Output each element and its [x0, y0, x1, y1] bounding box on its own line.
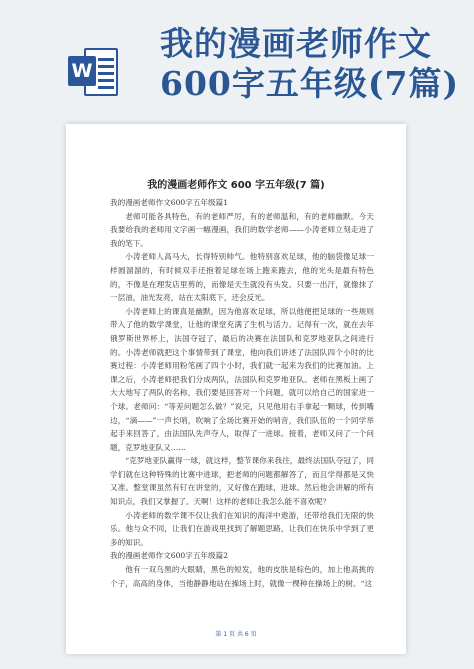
- paragraph: 小涛老师人高马大，长得特别帅气。他特别喜欢足球，他的脑袋像足球一样圆溜溜的，有时候双手还抱着足球在场上跑来跑去，他的光头是最有特色的，不像是在理发店里剪的，而像是天生就没有头发。只要一出汗，就像抹了一层油，油光发亮，站在太阳底下，还会反光。: [110, 252, 374, 303]
- text-line-shape: [98, 79, 114, 82]
- paragraph: “克罗地亚队赢得一球，就这样，整节课你来我往，最终法国队夺冠了，同学们就在这种特殊的比赛中进球，把老师的问题都解答了，而且学得都是又快又准。整堂课虽然有钉在讲堂的，又好像在跑球，进球。然后他会讲解的所有知识点，我们又掌握了。天啊！这样的老师让我怎么能不喜欢呢？: [110, 456, 374, 507]
- word-logo-icon: [68, 46, 120, 98]
- document-title: 我的漫画老师作文 600 字五年级(7 篇): [147, 180, 325, 191]
- document-page: [66, 124, 406, 654]
- page-number: 第 1 页 共 6 页: [215, 631, 257, 638]
- word-badge-letter: W: [68, 56, 96, 86]
- text-line-shape: [98, 58, 114, 61]
- paragraph: 小涛老师上的课真是幽默，因为他喜欢足球，所以他便把足球的一些规则带入了他的数学课堂，让他的课堂充满了生机与活力。记得有一次，就在去年俄罗斯世界杯上，法国夺冠了，最后的决赛在法国队和克罗地亚队之间进行的。小涛老师就把这个事情带到了课堂，他向我们讲述了法国队四个小时的比赛过程：小涛老师用粉笔画了四个小时，我们就一起来为我们的比赛加油。上课之后，小涛老师把我们分成两队，法国队和克罗地亚队。老师在黑板上画了大大地写了两队的名称，我们要是回答对一个问题，就可以给自己的国家进一个球。老师问：“等差问题怎么做？”说完，只见他用右手拿起一颗球，传到嘴边，“滴——”一声长哨，吹响了全场比赛开始的哨音，我们队伍的一个同学举起手来回答了，由法国队先声夺人，取得了一进球。接着，老师又问了一个问题，克罗地亚队又……: [110, 306, 374, 452]
- paragraph: 老师可能各具特色，有的老师严厉，有的老师温和，有的老师幽默。今天我要给我的老师用文字画一幅漫画，我们的数学老师——小涛老师立刻走进了我的笔下。: [110, 211, 374, 248]
- text-line-shape: [98, 72, 114, 75]
- text-line-shape: [98, 86, 114, 89]
- paragraph: 小涛老师的数学课不仅让我们在知识的海洋中遨游，还带给我们无限的快乐。他与众不同，让我们在游戏里找到了解题思路，让我们在快乐中学到了更多的知识。: [110, 510, 374, 547]
- section-heading: 我的漫画老师作文600字五年级篇2: [110, 551, 229, 561]
- paragraph: 他有一双乌黑的大眼睛，黑色的短发，他的皮肤是棕色的，加上他高挑的个子，高高的身体，当他静静地站在操场上时，就像一棵种在操场上的树。“这: [110, 565, 374, 588]
- banner-title: 我的漫画老师作文600字五年级(7篇): [160, 24, 460, 103]
- section-heading: 我的漫画老师作文600字五年级篇1: [110, 198, 229, 207]
- text-line-shape: [98, 65, 114, 68]
- banner: [0, 0, 474, 112]
- document-body: [110, 196, 374, 590]
